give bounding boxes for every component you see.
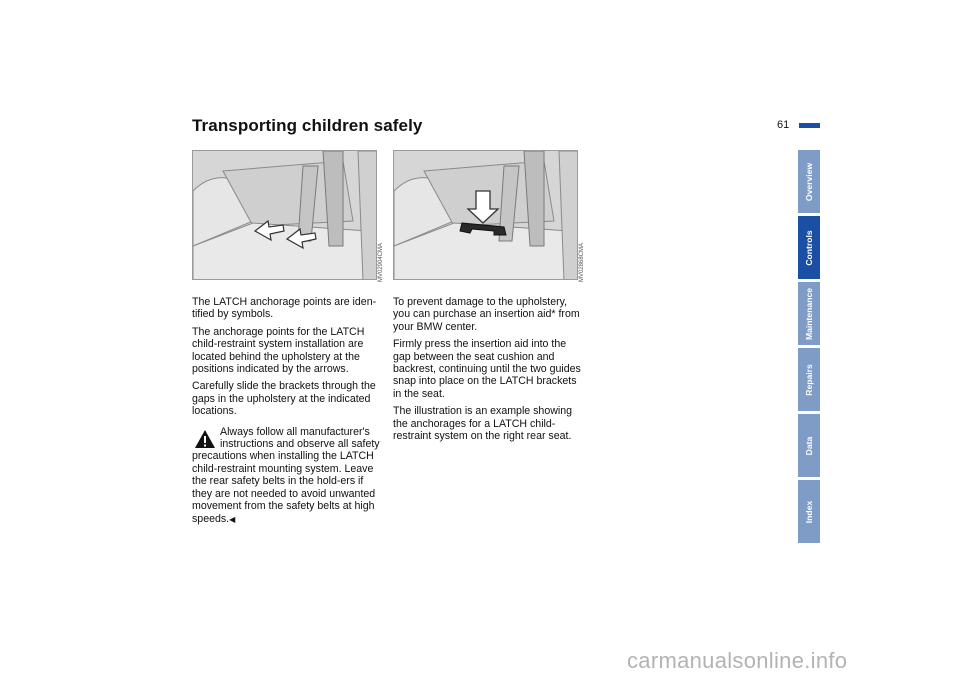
warning-triangle-icon [194,428,216,450]
tab-label: Data [804,436,814,455]
warning-text: precautions when installing the LATCH child-restraint mounting system. Leave the rear safety belts in the hold-ers if they are not needed to avoid unwanted movement from the safety belts at high speeds. [192,450,376,525]
left-column [192,296,382,526]
tab-label: Controls [804,229,814,266]
paragraph: The anchorage points for the LATCH child-restraint system installation are located behind the upholstery at the positions indicated by the arrows. [192,325,365,376]
page-marker-bar [799,123,820,128]
tab-controls[interactable] [798,216,820,279]
tab-label: Index [804,500,814,523]
figure-code: MV02868CMA [579,242,585,282]
warning-line-1: Always follow all manufacturer's [220,425,370,438]
paragraph: Firmly press the insertion aid into the gap between the seat cushion and backrest, continuing until the two guides snap into place on the LATCH brackets in the seat. [393,338,581,400]
tab-overview[interactable] [798,150,820,213]
tab-index[interactable] [798,480,820,543]
warning-note [192,426,382,526]
tab-maintenance[interactable] [798,282,820,345]
page-number: 61 [777,119,790,131]
watermark: carmanualsonline.info [627,648,848,673]
paragraph: The illustration is an example showing the anchorages for a LATCH child-restraint system on the right rear seat. [393,405,573,443]
paragraph: Carefully slide the brackets through the gaps in the upholstery at the indicated locations. [192,380,376,418]
paragraph: The LATCH anchorage points are iden-tified by symbols. [192,296,377,321]
right-column [393,296,583,447]
seat-illustration-2 [394,151,578,280]
tab-label: Repairs [804,363,814,396]
figure-code: MV02904CMA [378,242,384,282]
page-title: Transporting children safely [192,116,423,135]
paragraph: To prevent damage to the upholstery, you can purchase an insertion aid* from your BMW center. [393,296,580,333]
figure-latch-anchorage [192,150,377,280]
tab-label: Maintenance [804,287,814,340]
tab-label: Overview [804,162,814,201]
tab-data[interactable] [798,414,820,477]
seat-illustration-1 [193,151,377,280]
figure-insertion-aid [393,150,578,280]
end-mark-icon: ◀ [229,514,236,524]
tab-repairs[interactable] [798,348,820,411]
warning-line-2: instructions and observe all safety [220,438,380,451]
